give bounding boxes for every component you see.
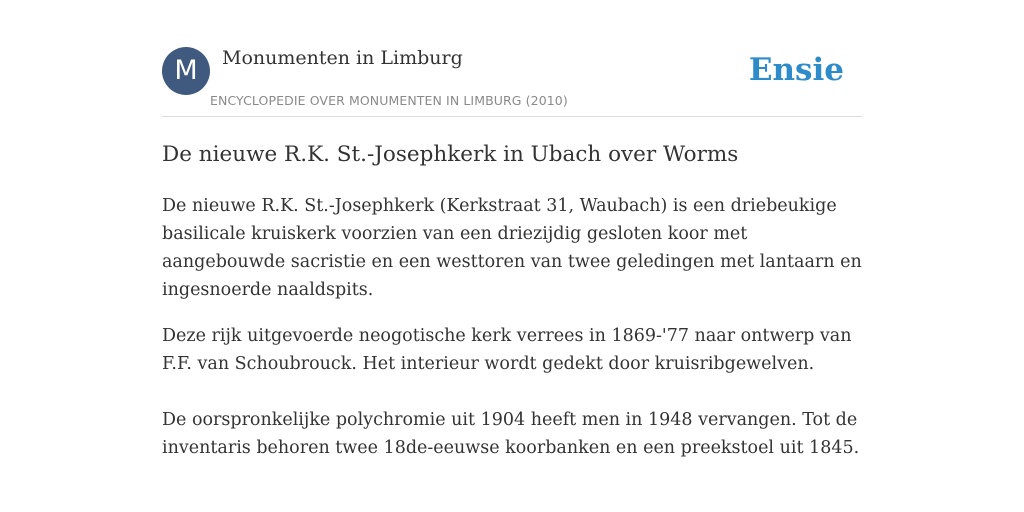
source-subtitle: ENCYCLOPEDIE OVER MONUMENTEN IN LIMBURG (2010)	[210, 93, 568, 108]
article-paragraph: Deze rijk uitgevoerde neogotische kerk verrees in 1869-'77 naar ontwerp van F.F. van Schoubrouck. Het interieur wordt gedekt door kruisribgewelven.	[162, 326, 852, 374]
source-header	[162, 46, 862, 117]
article-title: De nieuwe R.K. St.-Josephkerk in Ubach over Worms	[162, 142, 739, 167]
source-avatar[interactable]: M	[162, 47, 210, 95]
article-body	[162, 192, 862, 462]
article-paragraph: De nieuwe R.K. St.-Josephkerk (Kerkstraat 31, Waubach) is een driebeukige basilicale kruiskerk voorzien van een driezijdig gesloten koor met aangebouwde sacristie en een westtoren van twee geledingen met lantaarn en ingesnoerde naaldspits.	[162, 196, 862, 300]
ensie-logo[interactable]: Ensie	[748, 52, 844, 88]
article-paragraph: De oorspronkelijke polychromie uit 1904 heeft men in 1948 vervangen. Tot de inventaris behoren twee 18de-eeuwse koorbanken en een preekstoel uit 1845.	[162, 410, 860, 458]
source-title-link[interactable]: Monumenten in Limburg	[222, 47, 463, 69]
